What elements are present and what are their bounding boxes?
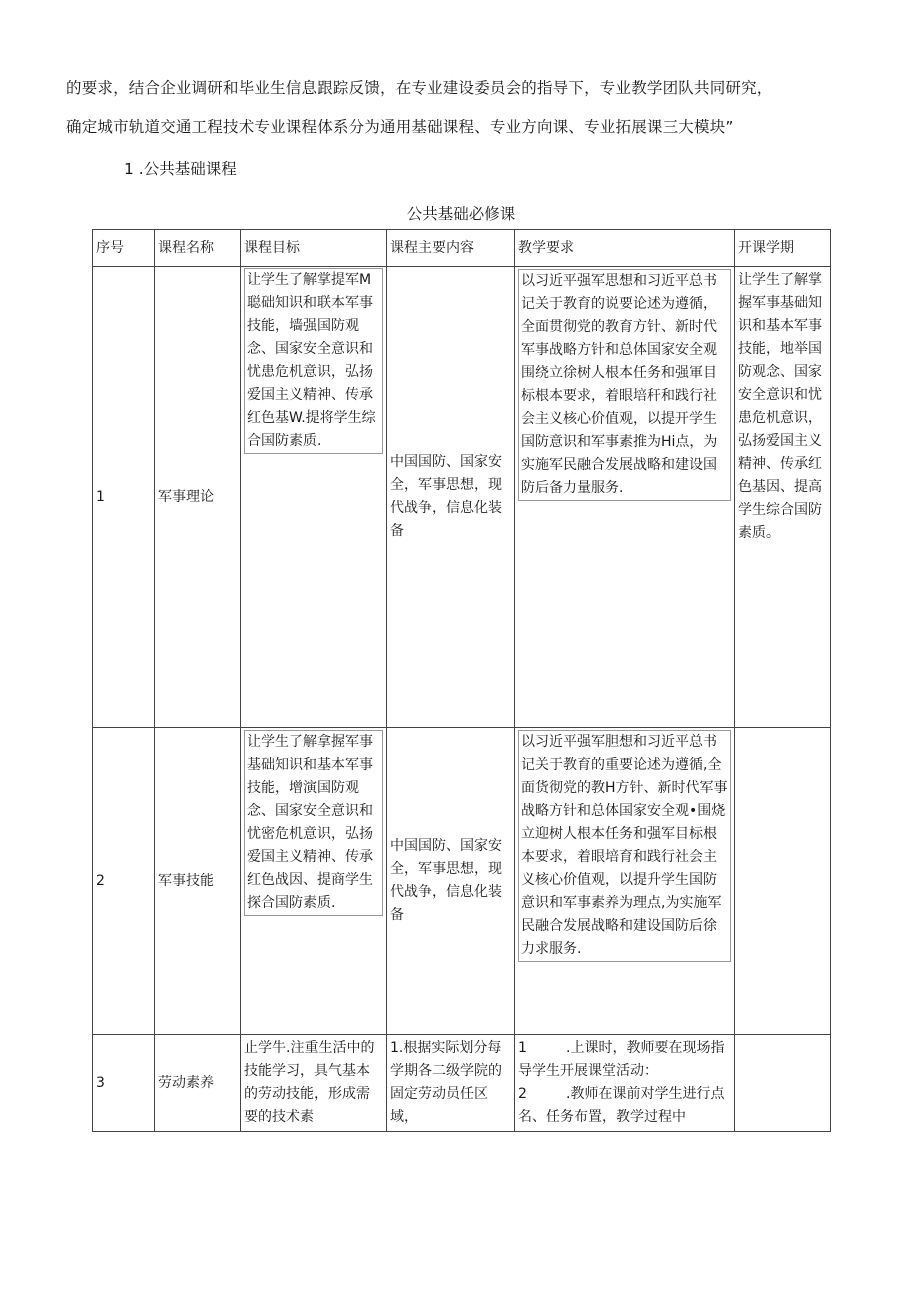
header-content: 课程主要内容 <box>387 230 515 267</box>
header-no: 序号 <box>93 230 155 267</box>
row-content: 中国国防、国家安全，军事思想，现代战争，信息化装备 <box>387 728 515 1035</box>
table-row <box>93 1035 831 1132</box>
row-no: 2 <box>93 728 155 1035</box>
row-name: 军事理论 <box>155 267 241 728</box>
row-content: 1.根据实际划分每学期各二级学院的固定劳动员任区域， <box>387 1035 515 1132</box>
row-requirements-text: 以习近平强军思想和习近平总书记关于教育的说要论述为遵循，全面贯彻党的教育方针、新时代军事战略方针和总体国家安全观围绕立徐树人根本任务和强軍目标根本要求，着眼培秆和践行社会主义核心价值观，以提开学生国防意识和军事素推为Hi点，为实施军民融合发展战略和建设国防后备力量服务. <box>518 269 731 501</box>
row-goal <box>241 728 387 1035</box>
row-goal-text: 让学生了解拿握军事基础知识和基本军事技能，增演国防观念、国家安全意识和忧密危机意识，弘扬爱国主义精神、传承红色战因、提商学生探合国防素质. <box>244 730 383 916</box>
table-row <box>93 267 831 728</box>
requirement-number: 2 <box>518 1086 527 1102</box>
requirement-item <box>518 1083 731 1129</box>
course-table <box>92 229 831 1132</box>
requirement-text: .上课时，教师要在现场指导学生开展课堂活动： <box>518 1040 725 1079</box>
row-requirements-text: 以习近平强军胆想和习近平总书记关于教育的重要论述为遵循,全面货彻党的教H方针、新时代军事战略方针和总体国家安全观•围烧立迎树人根本任务和强军目标根本要求，着眼培育和践行社会主义核心价值观，以提升学生国防意识和军事素养为理点,为实施军民融合发展战略和建设国防后徐力求服务. <box>518 730 731 962</box>
row-requirements <box>515 267 735 728</box>
row-name: 劳动素养 <box>155 1035 241 1132</box>
table-caption: 公共基础必修课 <box>406 205 516 223</box>
header-semester: 开课学期 <box>735 230 831 267</box>
header-name: 课程名称 <box>155 230 241 267</box>
row-semester: 让学生了解掌握军事基础知识和基本军事技能，地举国防观念、国家安全意识和忧患危机意识，弘扬爱国主义精神、传承红色基因、提高学生综合国防素质。 <box>735 267 831 728</box>
section-heading: 1 .公共基础课程 <box>124 160 237 178</box>
header-goal: 课程目标 <box>241 230 387 267</box>
requirement-item <box>518 1037 731 1083</box>
intro-line-2: 确定城市轨道交通工程技术专业课程体系分为通用基础课程、专业方向课、专业拓展课三大模块” <box>66 118 734 136</box>
row-semester <box>735 1035 831 1132</box>
row-no: 3 <box>93 1035 155 1132</box>
row-goal-text: 让学生了解掌提军M聪础知识和联本军事技能，墙强国防观念、国家安全意识和忧患危机意识，弘扬爱国主义精神、传承红色基W.提将学生综合国防素质. <box>244 268 383 454</box>
row-semester <box>735 728 831 1035</box>
requirement-text: .教师在课前对学生进行点名、任务布置，教学过程中 <box>518 1086 725 1125</box>
table-header-row <box>93 230 831 267</box>
row-requirements <box>515 728 735 1035</box>
requirement-number: 1 <box>518 1040 527 1056</box>
intro-line-1: 的要求，结合企业调研和毕业生信息跟踪反馈，在专业建设委员会的指导下，专业教学团队共同研究， <box>66 79 773 97</box>
row-name: 军事技能 <box>155 728 241 1035</box>
row-no: 1 <box>93 267 155 728</box>
header-requirements: 教学要求 <box>515 230 735 267</box>
row-content: 中国国防、国家安全，军事思想，现代战争，信息化装备 <box>387 267 515 728</box>
row-requirements <box>515 1035 735 1132</box>
table-row <box>93 728 831 1035</box>
row-goal <box>241 267 387 728</box>
row-goal: 止学牛.注重生活中的技能学习，具气基本的劳动技能，形成需要的技术素 <box>241 1035 387 1132</box>
